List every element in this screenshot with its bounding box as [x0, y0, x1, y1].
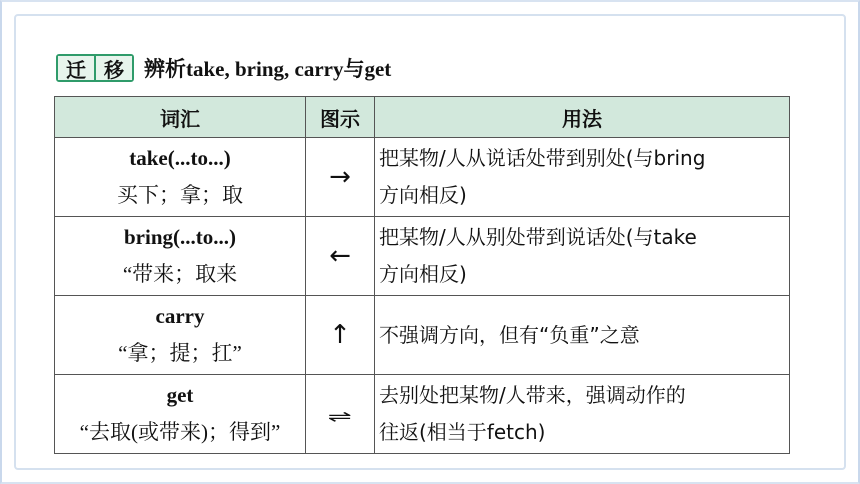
usage-line1: 把某物/人从说话处带到别处(与bring	[379, 146, 706, 170]
usage-cell	[375, 217, 790, 296]
word-cell	[55, 296, 306, 375]
table-row	[55, 138, 790, 217]
vocabulary-table	[54, 96, 790, 454]
arrow-left-icon: ←	[306, 217, 375, 296]
tag-char-left: 迁	[58, 56, 94, 80]
section-heading	[56, 52, 391, 84]
table-row	[55, 296, 790, 375]
table-header-row	[55, 97, 790, 138]
usage-line2: 往返(相当于fetch)	[379, 420, 546, 444]
usage-line1: 去别处把某物/人带来，强调动作的	[379, 383, 686, 407]
word-english: carry	[155, 304, 205, 328]
table-row	[55, 375, 790, 454]
header-usage: 用法	[375, 97, 790, 138]
usage-cell	[375, 138, 790, 217]
arrow-right-icon: →	[306, 138, 375, 217]
usage-line2: 方向相反)	[379, 262, 467, 286]
word-cell	[55, 138, 306, 217]
usage-cell	[375, 296, 790, 375]
header-word: 词汇	[55, 97, 306, 138]
two-way-arrow-icon	[306, 375, 375, 454]
word-english: bring(...to...)	[124, 225, 236, 249]
word-english: take(...to...)	[129, 146, 231, 170]
word-chinese: 买下；拿；取	[117, 183, 243, 207]
word-chinese: “去取(或带来)；得到”	[79, 420, 281, 444]
word-chinese: “拿；提；扛”	[118, 341, 242, 365]
arrow-up-icon: ↑	[306, 296, 375, 375]
word-chinese: “带来；取来	[122, 262, 238, 286]
tag-char-right: 移	[94, 56, 132, 80]
usage-line1: 把某物/人从别处带到说话处(与take	[379, 225, 697, 249]
transfer-tag	[56, 54, 134, 82]
header-diagram: 图示	[306, 97, 375, 138]
word-english: get	[166, 383, 194, 407]
two-way-arrow-glyph: ⇌	[327, 407, 353, 426]
heading-title: 辨析take, bring, carry与get	[144, 57, 392, 81]
word-cell	[55, 217, 306, 296]
word-cell	[55, 375, 306, 454]
usage-line1: 不强调方向，但有“负重”之意	[379, 322, 640, 347]
table-row	[55, 217, 790, 296]
usage-cell	[375, 375, 790, 454]
usage-line2: 方向相反)	[379, 183, 467, 207]
